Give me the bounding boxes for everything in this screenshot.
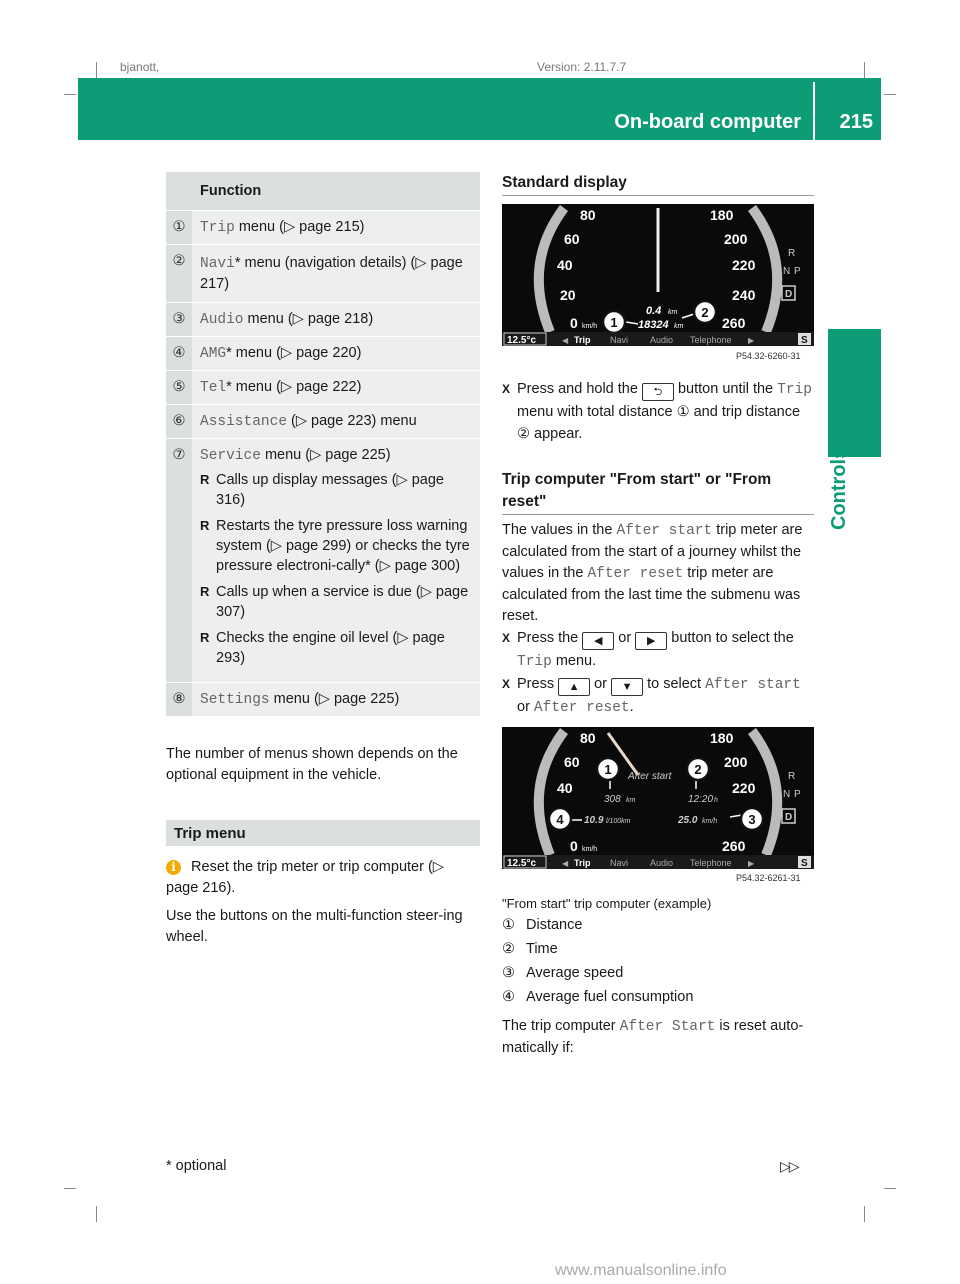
steering-note: Use the buttons on the multi-function steer-ing wheel. <box>166 908 463 945</box>
display-tab-audio: Audio <box>650 858 674 868</box>
row-number: ⑧ <box>166 683 192 717</box>
reset-paragraph: The trip computer After Start is reset auto-matically if: <box>502 1018 804 1056</box>
step-select-after: X Press ▲ or ▼ to select After start or After reset. <box>517 673 817 719</box>
info-note: i Reset the trip meter or trip computer (▷ page 216). <box>166 859 444 896</box>
svg-text:2: 2 <box>701 305 709 320</box>
table-row <box>166 371 480 405</box>
speed-label: 40 <box>557 780 573 796</box>
menu-code: Assistance <box>200 414 288 430</box>
svg-text:3: 3 <box>748 812 756 827</box>
trip-computer-heading: Trip computer "From start" or "From reset" <box>502 471 772 510</box>
svg-text:▶: ▶ <box>748 859 755 868</box>
trip-distance: 0.4 <box>646 305 662 317</box>
svg-text:▶: ▶ <box>748 336 755 345</box>
row-text: menu (▷ page 225) <box>260 447 391 463</box>
page-header <box>78 78 881 140</box>
gauge-label: 220 <box>732 257 756 273</box>
menu-code: AMG <box>200 346 227 362</box>
speed-label: 0 <box>570 838 578 854</box>
page-number: 215 <box>839 111 873 133</box>
menu-code: Audio <box>200 312 244 328</box>
gauge-label: 200 <box>724 231 748 247</box>
side-tab-label: Controls <box>828 447 850 530</box>
header-divider <box>813 82 815 140</box>
display-avg-speed: 25.0 <box>678 815 698 826</box>
display-distance: 308 <box>604 794 621 805</box>
right-arrow-button-icon: ▶ <box>635 632 667 650</box>
menu-code: Settings <box>200 692 270 708</box>
back-button-icon: ⮌ <box>642 383 674 401</box>
function-table <box>166 172 480 717</box>
legend-item: ③ Average speed <box>502 965 624 981</box>
legend-item: ① Distance <box>502 917 583 933</box>
display-tab-telephone: Telephone <box>690 335 732 345</box>
speed-label: 80 <box>580 207 596 223</box>
down-button-icon: ▼ <box>611 678 643 696</box>
gauge-label: 260 <box>722 315 746 331</box>
svg-text:km: km <box>626 797 636 804</box>
row-text: menu (▷ page 218) <box>243 311 374 327</box>
table-row <box>166 337 480 371</box>
row-text: * menu (navigation details) (▷ page 217) <box>200 255 463 292</box>
up-button-icon: ▲ <box>558 678 590 696</box>
gear-r: R <box>788 248 796 259</box>
crop-mark <box>884 1188 896 1189</box>
info-icon: i <box>166 860 181 875</box>
crop-mark <box>884 94 896 95</box>
s-badge: S <box>801 335 808 346</box>
table-row <box>166 303 480 337</box>
menu-code: Trip <box>200 220 235 236</box>
row-text: menu (▷ page 215) <box>234 219 365 235</box>
table-row <box>166 683 480 717</box>
speed-label: 60 <box>564 231 580 247</box>
trip-menu-heading: Trip menu <box>166 820 480 846</box>
svg-text:h: h <box>714 797 718 804</box>
svg-text:km/h: km/h <box>702 818 718 825</box>
heading-rule <box>502 514 814 515</box>
gear-r: R <box>788 771 796 782</box>
meta-version: Version: 2.11.7.7 <box>537 60 627 74</box>
table-row <box>166 439 480 683</box>
table-row <box>166 405 480 439</box>
km-unit: km <box>668 309 678 316</box>
legend-item: ④ Average fuel consumption <box>502 989 694 1005</box>
row-number: ⑥ <box>166 405 192 439</box>
legend-item: ② Time <box>502 941 558 957</box>
km-unit: km <box>674 323 684 330</box>
speed-label: 40 <box>557 257 573 273</box>
crop-mark <box>96 62 97 78</box>
menu-code: Tel <box>200 380 227 396</box>
display-title: After start <box>628 771 672 782</box>
outside-temp: 12.5°c <box>507 335 537 346</box>
image-code: P54.32-6260-31 <box>736 351 801 361</box>
gauge-label: 180 <box>710 730 734 746</box>
standard-display-image <box>502 204 814 364</box>
crop-mark <box>864 62 865 78</box>
watermark: www.manualsonline.info <box>555 1262 727 1279</box>
row-number: ⑦ <box>166 439 192 683</box>
svg-text:◀: ◀ <box>562 336 569 345</box>
step-marker: X <box>502 631 511 645</box>
table-row <box>166 245 480 303</box>
gauge-label: 180 <box>710 207 734 223</box>
gear-d: D <box>785 289 793 300</box>
row-number: ④ <box>166 337 192 371</box>
row-number: ⑤ <box>166 371 192 405</box>
row-number: ① <box>166 211 192 245</box>
speed-label: 20 <box>560 287 576 303</box>
svg-text:2: 2 <box>694 762 702 777</box>
display-tab-audio: Audio <box>650 335 674 345</box>
display-time: 12:20 <box>688 794 714 805</box>
row-number: ③ <box>166 303 192 337</box>
gear-n: N <box>783 789 791 800</box>
display-tab-trip: Trip <box>574 858 591 868</box>
display-tab-navi: Navi <box>610 335 629 345</box>
display-tab-trip: Trip <box>574 335 591 345</box>
speed-label: 0 <box>570 315 578 331</box>
list-item: R Calls up display messages (▷ page 316) <box>200 470 474 510</box>
step-press-hold: X Press and hold the ⮌ button until the Trip menu with total distance ① and trip distance ② appear. <box>517 378 817 445</box>
menus-note: The number of menus shown depends on the optional equipment in the vehicle. <box>166 746 458 783</box>
table-header-row <box>166 172 480 211</box>
bullet-list <box>200 470 474 668</box>
speed-unit: km/h <box>582 846 598 853</box>
list-item: R Calls up when a service is due (▷ page 307) <box>200 582 474 622</box>
crop-mark <box>64 94 76 95</box>
display-fuel: 10.9 <box>584 815 604 826</box>
figure-caption: "From start" trip computer (example) <box>502 896 712 911</box>
table-header: Function <box>192 172 480 211</box>
from-start-display-image <box>502 727 814 885</box>
menu-code: Service <box>200 448 261 464</box>
svg-text:◀: ◀ <box>562 859 569 868</box>
gauge-label: 220 <box>732 780 756 796</box>
values-paragraph: The values in the After start trip meter are calculated from the start of a journey whilst the values in the After reset trip meter are calculated from the last time the submenu was reset. <box>502 522 803 624</box>
continue-arrows-icon: ▷▷ <box>780 1158 798 1174</box>
left-arrow-button-icon: ◀ <box>582 632 614 650</box>
standard-display-heading: Standard display <box>502 174 627 191</box>
heading-rule <box>502 195 814 196</box>
step-marker: X <box>502 677 511 691</box>
s-badge: S <box>801 858 808 869</box>
display-tab-navi: Navi <box>610 858 629 868</box>
speed-label: 80 <box>580 730 596 746</box>
svg-text:4: 4 <box>556 812 564 827</box>
crop-mark <box>96 1206 97 1222</box>
footer-note: * optional <box>166 1158 227 1174</box>
gear-p: P <box>794 789 801 800</box>
gauge-label: 200 <box>724 754 748 770</box>
row-text: * menu (▷ page 222) <box>226 379 362 395</box>
display-tab-telephone: Telephone <box>690 858 732 868</box>
gear-n: N <box>783 266 791 277</box>
list-item: R Checks the engine oil level (▷ page 293) <box>200 628 474 668</box>
row-number: ② <box>166 245 192 303</box>
section-title: On-board computer <box>614 111 801 133</box>
gear-d: D <box>785 812 793 823</box>
step-marker: X <box>502 382 511 396</box>
svg-text:1: 1 <box>610 315 618 330</box>
step-select-trip: X Press the ◀ or ▶ button to select the Trip menu. <box>517 627 817 673</box>
table-row <box>166 211 480 245</box>
row-text: (▷ page 223) menu <box>287 413 417 429</box>
menu-code: Navi <box>200 256 235 272</box>
speed-unit: km/h <box>582 323 598 330</box>
outside-temp: 12.5°c <box>507 858 537 869</box>
gear-p: P <box>794 266 801 277</box>
crop-mark <box>864 1206 865 1222</box>
meta-author: bjanott, <box>120 60 160 74</box>
gauge-label: 260 <box>722 838 746 854</box>
row-text: menu (▷ page 225) <box>269 691 400 707</box>
svg-text:l/100km: l/100km <box>606 818 631 825</box>
gauge-label: 240 <box>732 287 756 303</box>
svg-text:1: 1 <box>604 762 612 777</box>
row-text: * menu (▷ page 220) <box>226 345 362 361</box>
image-code: P54.32-6261-31 <box>736 873 801 883</box>
speed-label: 60 <box>564 754 580 770</box>
list-item: R Restarts the tyre pressure loss warning system (▷ page 299) or checks the tyre pressure electroni-cally* (▷ page 300) <box>200 516 474 576</box>
crop-mark <box>64 1188 76 1189</box>
total-distance: 18324 <box>638 319 669 331</box>
